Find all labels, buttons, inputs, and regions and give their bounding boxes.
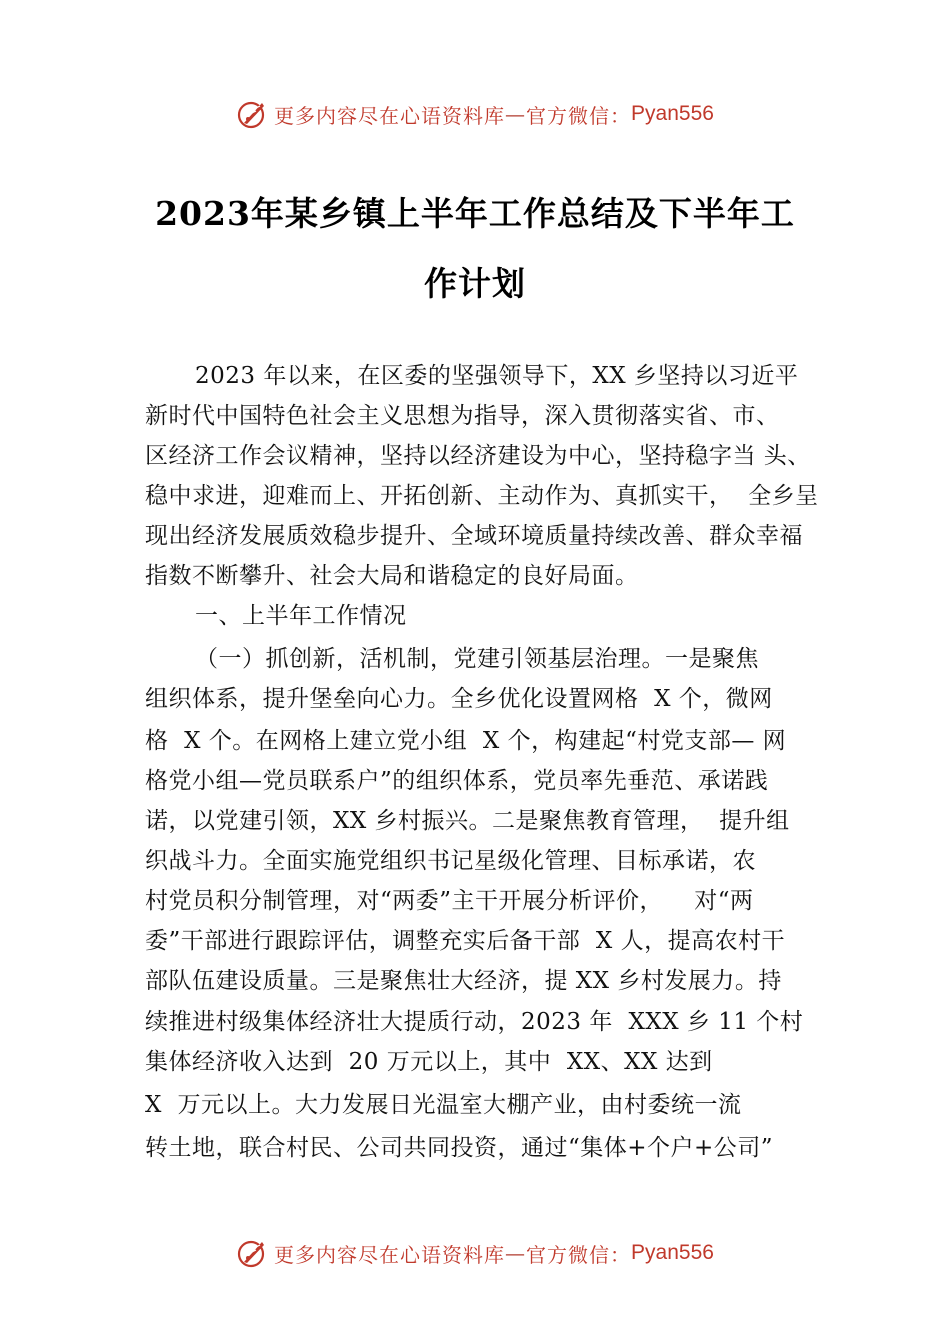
body-line: 村党员积分制管理，对“两委”主干开展分析评价， 对“两 <box>145 888 754 914</box>
watermark-footer <box>0 1233 950 1273</box>
body-line: （一）抓创新，活机制，党建引领基层治理。一是聚焦 <box>195 646 759 672</box>
body-line: 诺，以党建引领，XX 乡村振兴。二是聚焦教育管理， 提升组 <box>145 808 790 834</box>
section-heading: 一、上半年工作情况 <box>195 603 407 629</box>
watermark-header <box>0 94 950 134</box>
document-title-line-1: 2023年某乡镇上半年工作总结及下半年工 <box>155 194 795 233</box>
body-line: 指数不断攀升、社会大局和谐稳定的良好局面。 <box>145 563 639 589</box>
body-line: 格党小组—党员联系户”的组织体系，党员率先垂范、承诺践 <box>145 768 769 794</box>
quill-logo-icon <box>236 1236 270 1270</box>
body-line: 部队伍建设质量。三是聚焦壮大经济，提 XX 乡村发展力。持 <box>145 968 782 994</box>
body-line: 续推进村级集体经济壮大提质行动，2023 年 XXX 乡 11 个村 <box>145 1009 804 1035</box>
body-line: 组织体系，提升堡垒向心力。全乡优化设置网格 X 个，微网 <box>145 686 773 712</box>
watermark-wechat-id: Pyan556 <box>631 102 714 125</box>
body-line: 格 X 个。在网格上建立党小组 X 个，构建起“村党支部— 网 <box>145 728 787 754</box>
watermark-main-text: 更多内容尽在心语资料库 <box>274 103 506 128</box>
body-line: 委”干部进行跟踪评估，调整充实后备干部 X 人，提高农村干 <box>145 928 786 954</box>
body-line: 新时代中国特色社会主义思想为指导，深入贯彻落实省、市、 <box>145 403 780 429</box>
body-line: 现出经济发展质效稳步提升、全域环境质量持续改善、群众幸福 <box>145 523 803 549</box>
body-line: 集体经济收入达到 20 万元以上，其中 XX、XX 达到 <box>145 1049 713 1075</box>
watermark-dash: — <box>505 102 527 126</box>
body-line: 区经济工作会议精神，坚持以经济建设为中心，坚持稳字当 头、 <box>145 443 811 469</box>
body-line: 转土地，联合村民、公司共同投资，通过“集体+个户+公司” <box>145 1135 774 1161</box>
watermark-dash: — <box>505 1241 527 1265</box>
body-line: X 万元以上。大力发展日光温室大棚产业，由村委统一流 <box>145 1092 742 1118</box>
body-line: 稳中求进，迎难而上、开拓创新、主动作为、真抓实干， 全乡呈 <box>145 483 819 509</box>
quill-logo-icon <box>236 97 270 131</box>
body-line: 2023 年以来，在区委的坚强领导下，XX 乡坚持以习近平 <box>195 363 799 389</box>
watermark-wechat-id: Pyan556 <box>631 1241 714 1264</box>
watermark-wechat-label: 官方微信： <box>526 103 632 128</box>
watermark-wechat-label: 官方微信： <box>526 1242 632 1267</box>
watermark-main-text: 更多内容尽在心语资料库 <box>274 1242 506 1267</box>
body-line: 织战斗力。全面实施党组织书记星级化管理、目标承诺，农 <box>145 848 756 874</box>
document-title-line-2: 作计划 <box>424 264 526 303</box>
